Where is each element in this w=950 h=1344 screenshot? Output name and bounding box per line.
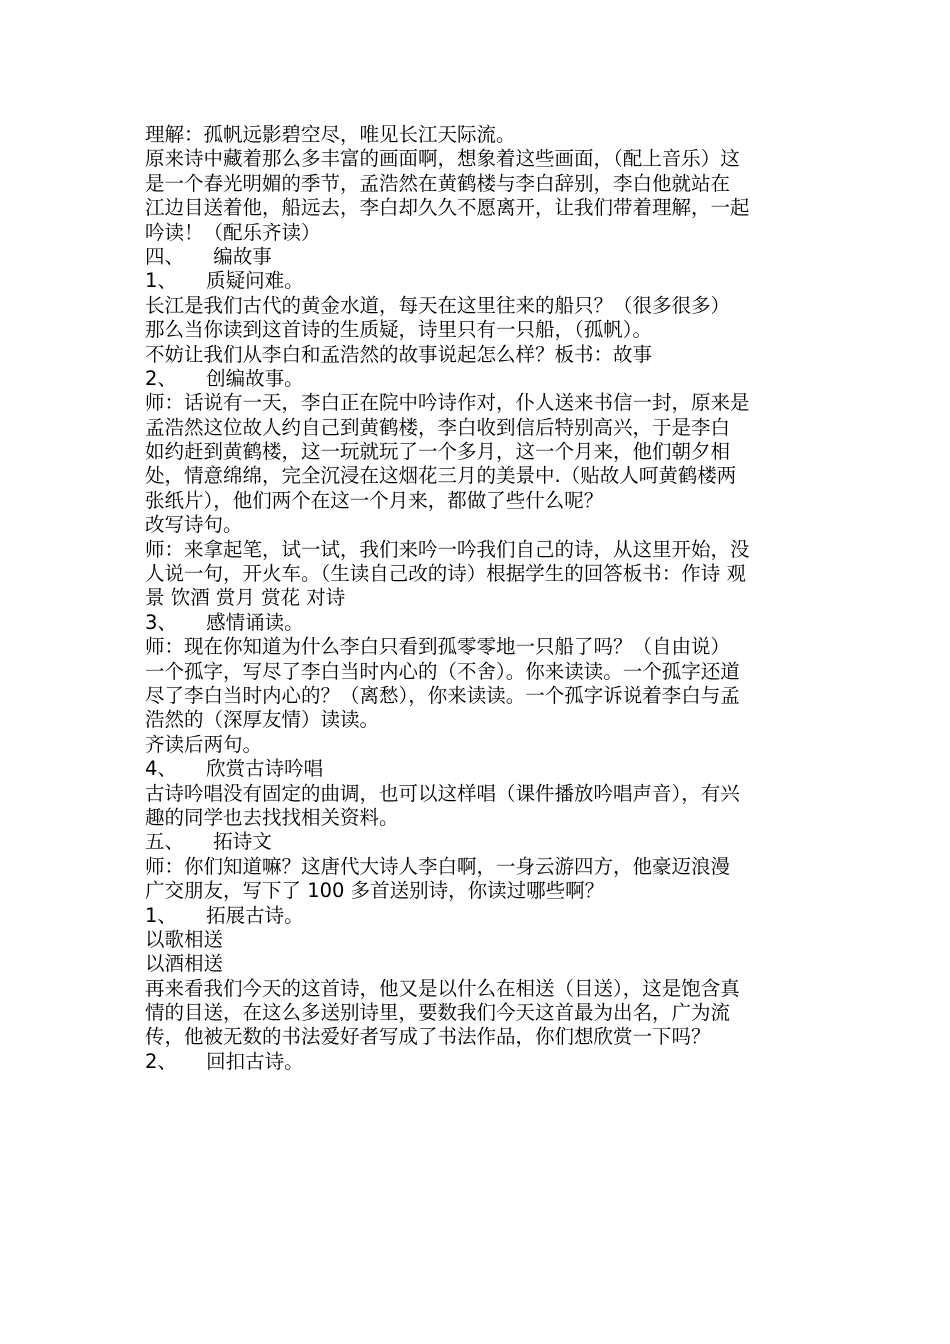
- text-line: 长江是我们古代的黄金水道，每天在这里往来的船只？（很多很多）: [145, 293, 731, 317]
- text-line: 师：来拿起笔，试一试，我们来吟一吟我们自己的诗，从这里开始，没: [145, 537, 750, 561]
- section-heading: 四、 编故事: [145, 244, 272, 268]
- text-line: 师：现在你知道为什么李白只看到孤零零地一只船了吗？（自由说）: [145, 635, 731, 659]
- text-line: 浩然的（深厚友情）读读。: [145, 708, 380, 732]
- text-line: 改写诗句。: [145, 513, 243, 537]
- text-line: 师：话说有一天，李白正在院中吟诗作对，仆人送来书信一封，原来是: [145, 391, 750, 415]
- text-line: 不妨让我们从李白和孟浩然的故事说起怎么样？板书：故事: [145, 342, 653, 366]
- text-line: 再来看我们今天的这首诗，他又是以什么在相送（目送），这是饱含真: [145, 976, 740, 1000]
- text-line: 人说一句，开火车。（生读自己改的诗）根据学生的回答板书：作诗 观: [145, 562, 746, 586]
- subsection-heading: 2、 创编故事。: [145, 366, 304, 390]
- text-line: 那么当你读到这首诗的生质疑，诗里只有一只船，（孤帆）。: [145, 318, 653, 342]
- section-heading: 五、 拓诗文: [145, 830, 272, 854]
- text-line: 吟读！（配乐齐读）: [145, 220, 321, 244]
- text-line: 齐读后两句。: [145, 732, 263, 756]
- subsection-heading: 1、 拓展古诗。: [145, 903, 304, 927]
- document-body: [145, 123, 815, 1074]
- subsection-heading: 2、 回扣古诗。: [145, 1049, 304, 1073]
- text-line: 理解：孤帆远影碧空尽，唯见长江天际流。: [145, 123, 516, 146]
- text-line: 广交朋友，写下了 100 多首送别诗，你读过哪些啊？: [145, 879, 605, 903]
- text-line: 是一个春光明媚的季节，孟浩然在黄鹤楼与李白辞别，李白他就站在: [145, 171, 731, 195]
- text-line: 情的目送，在这么多送别诗里，要数我们今天这首最为出名，广为流: [145, 1001, 731, 1025]
- text-line: 原来诗中藏着那么多丰富的画面啊，想象着这些画面，（配上音乐）这: [145, 147, 740, 171]
- text-line: 江边目送着他，船远去，李白却久久不愿离开，让我们带着理解，一起: [145, 196, 750, 220]
- text-line: 孟浩然这位故人约自己到黄鹤楼，李白收到信后特别高兴，于是李白: [145, 415, 731, 439]
- text-line: 一个孤字，写尽了李白当时内心的（不舍）。你来读读。一个孤字还道: [145, 659, 740, 683]
- text-line: 尽了李白当时内心的？（离愁），你来读读。一个孤字诉说着李白与孟: [145, 683, 740, 707]
- subsection-heading: 4、 欣赏古诗吟唱: [145, 757, 324, 781]
- text-line: 如约赶到黄鹤楼，这一玩就玩了一个多月，这一个月来，他们朝夕相: [145, 440, 731, 464]
- text-line: 趣的同学也去找找相关资料。: [145, 805, 399, 829]
- text-line: 张纸片），他们两个在这一个月来，都做了些什么呢？: [145, 488, 604, 512]
- text-line: 师：你们知道嘛？这唐代大诗人李白啊，一身云游四方，他豪迈浪漫: [145, 854, 731, 878]
- text-line: 以歌相送: [145, 927, 224, 951]
- text-line: 传，他被无数的书法爱好者写成了书法作品，你们想欣赏一下吗？: [145, 1025, 711, 1049]
- text-line: 古诗吟唱没有固定的曲调，也可以这样唱（课件播放吟唱声音），有兴: [145, 781, 740, 805]
- subsection-heading: 1、 质疑问难。: [145, 269, 304, 293]
- text-line: 以酒相送: [145, 952, 224, 976]
- text-line: 景 饮酒 赏月 赏花 对诗: [145, 586, 346, 610]
- text-line: 处，情意绵绵，完全沉浸在这烟花三月的美景中.（贴故人呵黄鹤楼两: [145, 464, 737, 488]
- subsection-heading: 3、 感情诵读。: [145, 610, 304, 634]
